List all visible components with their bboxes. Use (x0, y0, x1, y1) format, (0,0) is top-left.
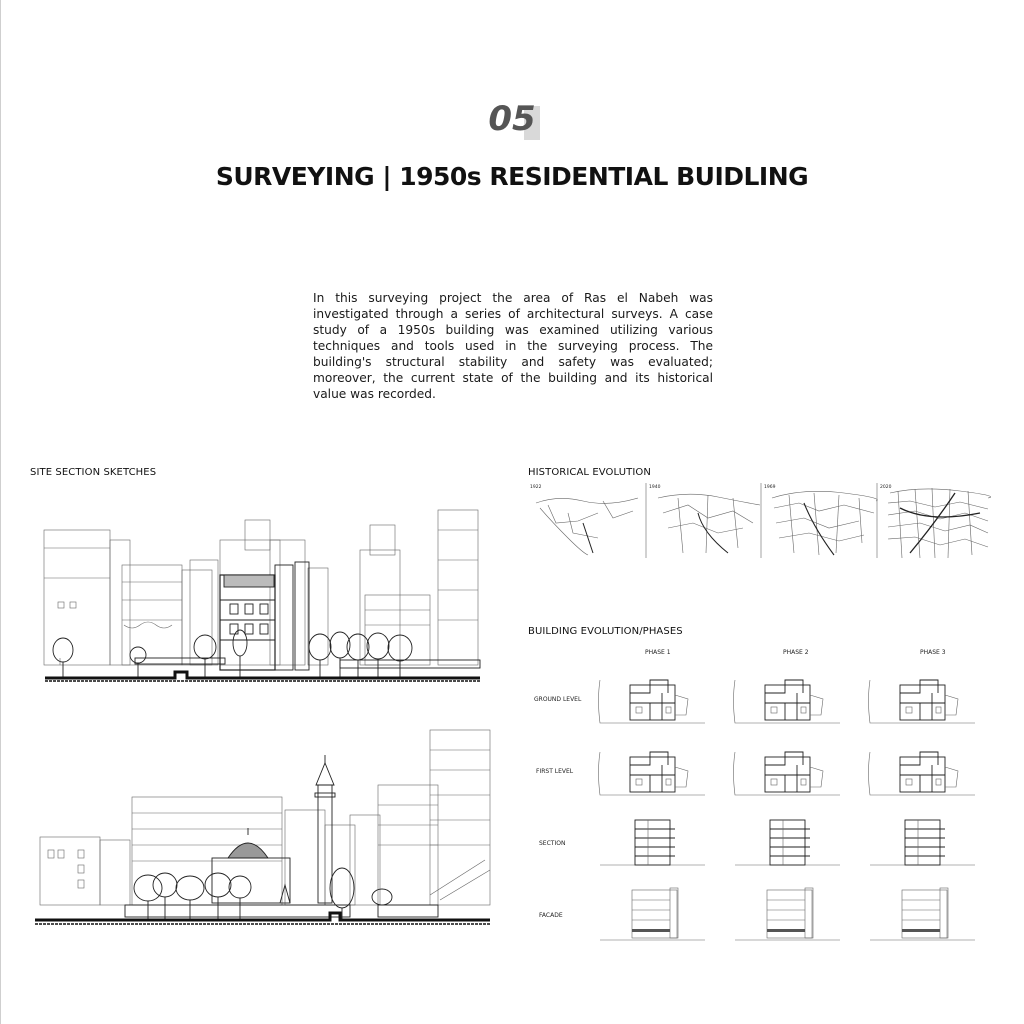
historical-evolution-heading: HISTORICAL EVOLUTION (528, 467, 651, 478)
historical-maps (528, 483, 988, 563)
row-label-first-level: FIRST LEVEL (536, 768, 574, 775)
phase-3-header: PHASE 3 (920, 649, 946, 656)
map-year-3: 1969 (764, 485, 776, 490)
map-year-4: 2020 (880, 485, 892, 490)
row-label-ground-level: GROUND LEVEL (534, 696, 582, 703)
intro-paragraph: In this surveying project the area of Ras el Nabeh was investigated through a series of architectural surveys. A case study of a 1950s building was examined utilizing various techniques and tools used in the surveying process. The building's structural stability and safety was evaluated; moreover, the current state of the building and its historical value was recorded. (313, 291, 713, 401)
row-label-section: SECTION (539, 840, 566, 847)
section-number-text: 05 (488, 99, 536, 139)
map-1969 (772, 491, 877, 555)
phase-2-header: PHASE 2 (783, 649, 809, 656)
facade-drawings (600, 888, 975, 940)
map-1940 (658, 494, 760, 553)
map-1922 (536, 498, 638, 555)
site-section-sketch-2 (30, 725, 495, 940)
map-2020 (888, 488, 991, 558)
page-title: SURVEYING | 1950s RESIDENTIAL BUIDLING (215, 162, 809, 191)
header-number-wrap (0, 100, 1024, 138)
map-year-2: 1940 (649, 485, 661, 490)
site-sketches-heading: SITE SECTION SKETCHES (30, 467, 157, 478)
map-year-1: 1922 (530, 485, 542, 490)
section-drawings (600, 820, 975, 865)
row-label-facade: FACADE (539, 912, 563, 919)
page-edge-line (0, 0, 1, 1024)
first-level-plans (599, 752, 976, 795)
ground-level-plans (599, 680, 976, 723)
site-section-sketch-1 (40, 500, 490, 690)
building-evolution-heading: BUILDING EVOLUTION/PHASES (528, 626, 683, 637)
section-number (486, 100, 537, 138)
phase-1-header: PHASE 1 (645, 649, 671, 656)
building-phases-grid (595, 670, 975, 955)
